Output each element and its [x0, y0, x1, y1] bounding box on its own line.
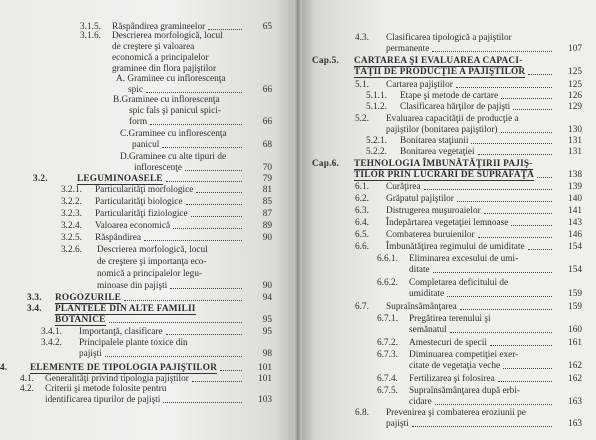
toc-entry-title-line: Criterii şi metode folosite pentru: [45, 384, 167, 394]
toc-entry-number: 3.2.4.: [61, 221, 82, 231]
toc-entry-title-line: ELEMENTE DE TIPOLOGIA PAJIŞTILOR: [30, 363, 218, 373]
toc-entry-title-line: Descrierea morfologică, locul: [112, 31, 223, 41]
toc-entry-title-line: umiditate: [409, 289, 445, 299]
toc-dot-leader: [424, 189, 552, 190]
toc-dot-leader: [170, 288, 242, 289]
toc-entry-title-line: Descrierea morfologică, locul: [97, 245, 208, 255]
toc-entry-title-line: pajişti: [79, 349, 102, 359]
toc-entry-number: Cap.5.: [312, 56, 340, 66]
toc-entry-title-line: A. Graminee cu inflorescenţa: [116, 74, 226, 84]
toc-dot-leader: [166, 181, 242, 182]
toc-entry-title-line: identificarea tipurilor de pajişti: [45, 395, 161, 405]
toc-dot-leader: [163, 402, 242, 403]
toc-entry-title-line: D.Graminee cu alte tipuri de: [120, 152, 227, 162]
toc-entry-number: 6.7.5.: [377, 386, 398, 396]
toc-entry-title-line: semănatul: [409, 325, 447, 335]
toc-dot-leader: [447, 296, 552, 297]
toc-entry-title-line: citate de vegetaţia veche: [409, 361, 501, 371]
toc-entry-number: 6.4.: [355, 218, 369, 228]
toc-dot-leader: [460, 309, 552, 310]
toc-entry-title-line: Principalele plante toxice din: [79, 338, 188, 348]
toc-entry-title-line: minoase din pajişti: [97, 281, 168, 291]
toc-entry-title-line: TILOR PRIN LUCRĂRI DE SUPRAFAŢĂ: [354, 170, 535, 180]
toc-dot-leader: [433, 272, 552, 273]
toc-page-number: 162: [568, 361, 582, 371]
toc-entry-number: 4.: [0, 363, 8, 373]
toc-entry-title-line: Îndepărtarea vegetaţiei lemnoase: [386, 218, 509, 228]
toc-entry-title-line: Generalităţi privind tipologia pajiştilor: [45, 374, 189, 384]
toc-entry-title-line: Evaluarea capacităţii de producţie a: [386, 114, 519, 124]
toc-entry-title-line: Bonitarea staţiunii: [400, 136, 469, 146]
toc-entry-title-line: nomică a principalelor legu-: [97, 269, 203, 279]
toc-page-number: 89: [262, 221, 272, 231]
toc-dot-leader: [109, 322, 242, 323]
toc-page-number: 129: [568, 102, 582, 112]
toc-entry-title-line: de creştere şi valoarea: [112, 42, 195, 52]
toc-dot-leader: [166, 334, 242, 335]
book-spine: [294, 0, 302, 440]
toc-dot-leader: [498, 381, 552, 382]
toc-entry-title-line: Pregătirea terenului şi: [409, 314, 491, 324]
toc-page-number: 131: [568, 147, 582, 157]
toc-dot-leader: [528, 249, 552, 250]
toc-entry-title-line: TEHNOLOGIA ÎMBUNĂTĂŢIRII PAJIŞ-: [354, 159, 533, 169]
toc-dot-leader: [150, 124, 242, 125]
toc-entry-title-line: graminee din flora pajiştilor: [112, 64, 217, 74]
toc-dot-leader: [144, 240, 242, 241]
toc-page-number: 101: [258, 363, 272, 373]
toc-entry-title-line: Completarea deficitului de: [409, 278, 509, 288]
toc-page-number: 146: [568, 230, 582, 240]
toc-entry-number: 3.2.1.: [61, 185, 82, 195]
toc-entry-number: 3.2.6.: [61, 245, 82, 255]
toc-entry-title-line: spic: [128, 85, 143, 95]
toc-entry-number: 6.2.: [355, 194, 369, 204]
toc-entry-number: 6.7.2.: [377, 338, 398, 348]
toc-page-number: 85: [262, 197, 272, 207]
toc-entry-number: 3.4.1.: [41, 327, 62, 337]
toc-page-number: 95: [262, 327, 272, 337]
toc-entry-title-line: Clasificarea tipologică a pajiştilor: [386, 33, 512, 43]
toc-dot-leader: [450, 332, 552, 333]
toc-page-number: 94: [262, 293, 272, 303]
toc-page-number: 125: [568, 67, 582, 77]
toc-page-number: 163: [568, 397, 582, 407]
toc-entry-title-line: de creştere şi importanţa eco-: [97, 257, 207, 267]
toc-dot-leader: [124, 300, 242, 301]
toc-entry-number: 5.1.: [355, 80, 369, 90]
toc-page-number: 139: [568, 182, 582, 192]
toc-entry-title-line: Combaterea buruienilor: [386, 230, 475, 240]
toc-page-number: 161: [568, 338, 582, 348]
toc-entry-title-line: PLANTELE DIN ALTE FAMILII: [55, 304, 196, 314]
toc-dot-leader: [162, 147, 242, 148]
toc-page-number: 90: [262, 281, 272, 291]
toc-entry-number: 5.1.1.: [366, 91, 387, 101]
toc-entry-title-line: Prevenirea şi combaterea eroziunii pe: [386, 408, 526, 418]
toc-entry-number: 5.2.: [355, 114, 369, 124]
toc-dot-leader: [146, 92, 242, 93]
toc-entry-title-line: Importanţă, clasificare: [79, 327, 163, 337]
toc-entry-number: 3.2.5.: [61, 233, 82, 243]
toc-entry-number: 4.1.: [20, 374, 34, 384]
toc-page-number: 154: [568, 265, 582, 275]
toc-page-number: 70: [262, 163, 272, 173]
toc-entry-number: 6.1.: [355, 182, 369, 192]
toc-entry-title-line: form: [129, 117, 148, 127]
toc-entry-title-line: LEGUMINOASELE: [77, 174, 163, 184]
toc-entry-title-line: BOTANICE: [55, 315, 106, 325]
toc-entry-number: 6.7.: [355, 302, 369, 312]
toc-dot-leader: [220, 370, 242, 371]
toc-page-number: 130: [568, 125, 582, 135]
toc-entry-title-line: spic fals şi panicul spici-: [129, 106, 221, 116]
toc-dot-leader: [456, 87, 552, 88]
toc-page-number: 141: [568, 206, 582, 216]
toc-dot-leader: [511, 225, 552, 226]
toc-entry-title-line: Clasificarea hărţilor de pajişti: [400, 102, 511, 112]
toc-entry-title-line: cidare: [409, 397, 432, 407]
toc-entry-title-line: Fertilizarea şi folosirea: [409, 374, 495, 384]
toc-page-number: 98: [262, 349, 272, 359]
toc-entry-number: 6.6.: [355, 242, 369, 252]
toc-entry-number: 3.2.2.: [61, 197, 82, 207]
toc-entry-title-line: permanente: [386, 44, 430, 54]
toc-dot-leader: [186, 204, 242, 205]
toc-page-number: 87: [262, 209, 272, 219]
toc-entry-number: 6.5.: [355, 230, 369, 240]
toc-entry-title-line: pajişti: [386, 419, 409, 429]
toc-entry-title-line: Distrugerea muşuroaielor: [386, 206, 481, 216]
toc-entry-title-line: Amestecuri de specii: [409, 338, 487, 348]
toc-entry-title-line: Supraînsămânţarea după erbi-: [409, 386, 520, 396]
toc-entry-number: 3.1.5.: [80, 22, 101, 32]
toc-entry-title-line: CARTAREA ŞI EVALUAREA CAPACI-: [354, 56, 523, 66]
toc-page-number: 159: [568, 302, 582, 312]
toc-entry-number: 3.2.: [33, 174, 48, 184]
toc-dot-leader: [192, 381, 242, 382]
toc-page-number: 65: [262, 22, 272, 32]
toc-dot-leader: [501, 132, 552, 133]
toc-dot-leader: [503, 368, 552, 369]
toc-entry-title-line: panicul: [132, 140, 160, 150]
toc-page-number: 68: [262, 140, 272, 150]
toc-dot-leader: [435, 404, 552, 405]
toc-page-number: 125: [568, 80, 582, 90]
toc-entry-title-line: Etape şi metode de cartare: [400, 91, 499, 101]
toc-dot-leader: [185, 170, 242, 171]
toc-entry-number: 5.2.1.: [366, 136, 387, 146]
toc-entry-title-line: Particularităţi fiziologice: [95, 209, 188, 219]
toc-entry-title-line: B.Graminee cu inflorescenţa: [113, 95, 220, 105]
toc-entry-title-line: pajiştilor (bonitarea pajiştilor): [386, 125, 498, 135]
toc-page-number: 131: [568, 136, 582, 146]
toc-entry-number: 6.7.4.: [377, 374, 398, 384]
toc-entry-title-line: Valoarea economică: [95, 221, 171, 231]
toc-entry-number: 6.6.1.: [377, 254, 398, 264]
toc-dot-leader: [191, 216, 242, 217]
toc-entry-title-line: Cartarea pajiştilor: [386, 80, 453, 90]
toc-page-number: 90: [262, 233, 272, 243]
toc-entry-title-line: Particularităţi morfologice: [95, 185, 194, 195]
toc-entry-number: 6.6.2.: [377, 278, 398, 288]
toc-entry-title-line: ditate: [409, 265, 430, 275]
toc-entry-title-line: inflorescenţe: [134, 163, 183, 173]
toc-page-number: 126: [568, 91, 582, 101]
toc-entry-title-line: Îmbunătăţirea regimului de umiditate: [386, 242, 525, 252]
toc-dot-leader: [484, 213, 552, 214]
toc-entry-number: 5.2.2.: [366, 147, 387, 157]
toc-entry-number: 6.8.: [355, 408, 369, 418]
toc-page-number: 95: [262, 315, 272, 325]
toc-dot-leader: [537, 177, 552, 178]
toc-entry-number: 4.3.: [355, 33, 369, 43]
toc-entry-title-line: Supraînsămânţarea: [386, 302, 457, 312]
toc-dot-leader: [173, 228, 242, 229]
toc-entry-number: 3.4.: [27, 304, 42, 314]
toc-page-number: 103: [258, 395, 272, 405]
toc-entry-title-line: Eliminarea excesului de umi-: [409, 254, 519, 264]
toc-entry-number: 5.1.2.: [366, 102, 387, 112]
toc-dot-leader: [457, 201, 552, 202]
toc-page-number: 154: [568, 242, 582, 252]
toc-entry-number: 6.7.3.: [377, 350, 398, 360]
toc-dot-leader: [501, 98, 552, 99]
toc-entry-title-line: C.Graminee cu inflorescenţa: [120, 129, 227, 139]
toc-entry-number: 4.2.: [20, 384, 34, 394]
toc-entry-title-line: Răspândirea: [95, 233, 141, 243]
toc-entry-number: 3.1.6.: [80, 31, 101, 41]
toc-page-number: 66: [262, 85, 272, 95]
toc-page-number: 143: [568, 218, 582, 228]
toc-entry-title-line: TĂŢII DE PRODUCŢIE A PAJIŞTILOR: [354, 67, 526, 77]
toc-page-number: 79: [262, 174, 272, 184]
toc-dot-leader: [471, 143, 552, 144]
toc-page-number: 138: [568, 170, 582, 180]
toc-entry-number: 3.4.2.: [41, 338, 62, 348]
toc-page-number: 160: [568, 325, 582, 335]
toc-entry-number: 3.2.3.: [61, 209, 82, 219]
toc-entry-title-line: Curăţirea: [386, 182, 421, 192]
toc-page-number: 162: [568, 374, 582, 384]
toc-entry-title-line: Particularităţi biologice: [95, 197, 183, 207]
toc-dot-leader: [478, 237, 552, 238]
toc-dot-leader: [196, 192, 242, 193]
toc-page-number: 81: [262, 185, 272, 195]
toc-page-number: 107: [568, 44, 582, 54]
toc-dot-leader: [208, 29, 242, 30]
toc-page-number: 140: [568, 194, 582, 204]
toc-page-number: 159: [568, 289, 582, 299]
toc-entry-number: 6.3.: [355, 206, 369, 216]
toc-dot-leader: [412, 426, 552, 427]
toc-page-number: 101: [258, 374, 272, 384]
toc-page-number: 163: [568, 419, 582, 429]
toc-dot-leader: [490, 345, 552, 346]
toc-entry-title-line: Diminuarea competiţiei exer-: [409, 350, 519, 360]
toc-entry-number: 6.7.1.: [377, 314, 398, 324]
toc-entry-number: 3.3.: [27, 293, 42, 303]
toc-dot-leader: [513, 109, 552, 110]
toc-entry-title-line: Bonitarea vegetaţiei: [400, 147, 475, 157]
toc-entry-title-line: Grăpatul pajiştilor: [386, 194, 454, 204]
toc-entry-title-line: Răspândirea gramineelor: [112, 22, 206, 32]
toc-dot-leader: [105, 356, 242, 357]
toc-entry-number: Cap.6.: [312, 159, 340, 169]
toc-dot-leader: [528, 74, 552, 75]
toc-entry-title-line: economică a principalelor: [112, 53, 209, 63]
toc-dot-leader: [478, 154, 552, 155]
toc-dot-leader: [432, 51, 552, 52]
toc-page-number: 66: [262, 117, 272, 127]
toc-entry-title-line: ROGOZURILE: [55, 293, 122, 303]
